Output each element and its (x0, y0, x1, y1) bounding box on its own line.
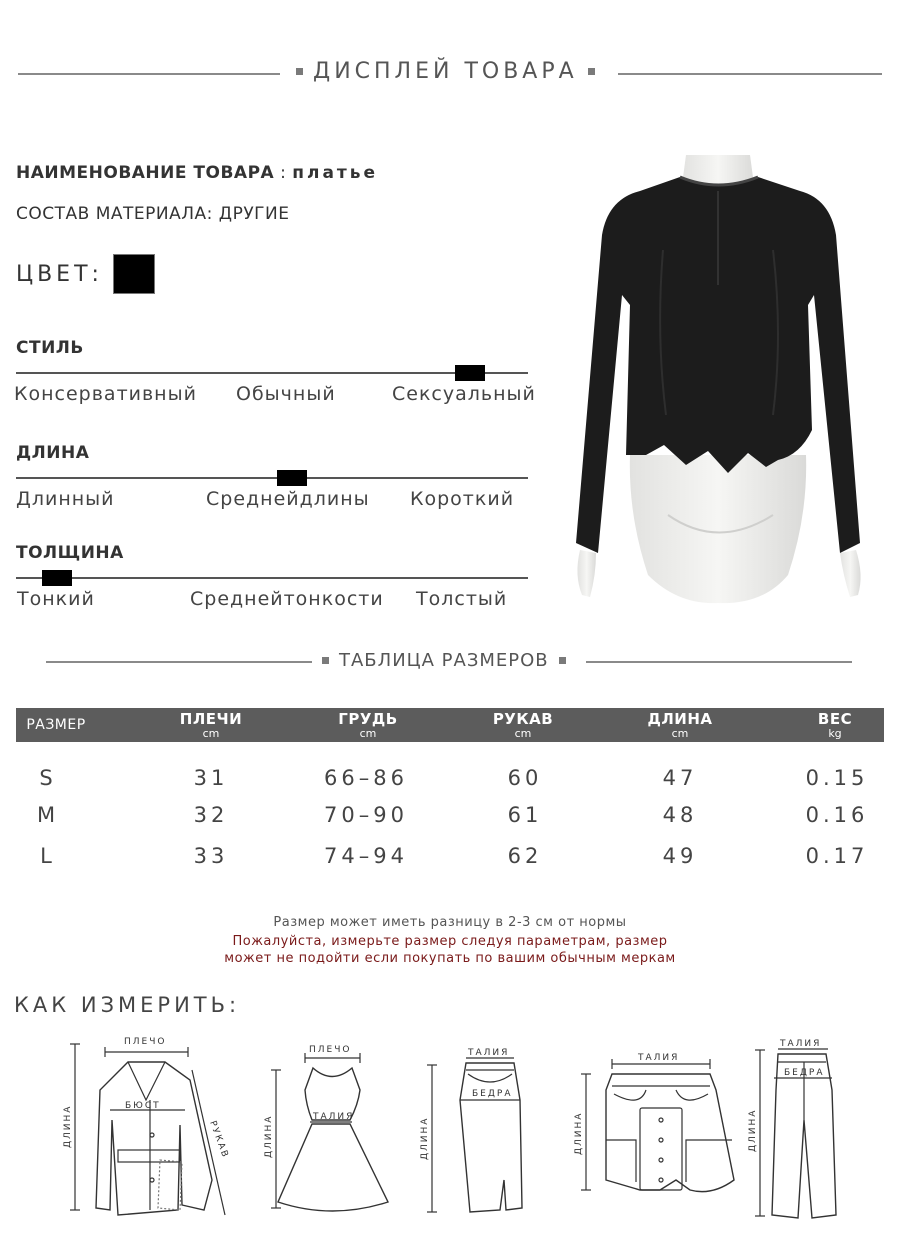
dress-shoulder-label: ПЛЕЧО (309, 1045, 352, 1055)
column-header-size: РАЗМЕР (26, 717, 86, 733)
dress-waist-label: ТАЛИЯ (313, 1112, 355, 1122)
bullet-icon (322, 657, 329, 664)
jacket-length-label: ДЛИНА (63, 1104, 73, 1148)
table-cell: L (40, 844, 52, 868)
skirt-length-label: ДЛИНА (420, 1116, 430, 1160)
color-line (16, 254, 155, 294)
thickness-label-thin: Тонкий (17, 588, 95, 610)
column-header-length: ДЛИНА cm (647, 710, 713, 740)
table-cell: 32 (193, 803, 229, 827)
thickness-label-medium: Среднейтонкости (190, 588, 384, 610)
style-label-conservative: Консервативный (14, 383, 197, 405)
size-table-rule-left (46, 661, 312, 663)
shorts-waist-label: ТАЛИЯ (638, 1053, 680, 1063)
color-swatch (113, 254, 155, 294)
measure-warning-line-2: может не подойти если покупать по вашим обычным меркам (224, 951, 676, 966)
dress-length-label: ДЛИНА (264, 1114, 274, 1158)
skirt-waist-label: ТАЛИЯ (468, 1048, 510, 1058)
shorts-diagram (581, 1059, 734, 1192)
length-label-long: Длинный (16, 488, 115, 510)
product-name-value: платье (292, 163, 379, 183)
style-scale-line (16, 372, 528, 374)
table-cell: S (39, 766, 53, 790)
bullet-icon (559, 657, 566, 664)
table-cell: 61 (507, 803, 543, 827)
column-header-chest: ГРУДЬ cm (338, 710, 398, 740)
product-name-line: НАИМЕНОВАНИЕ ТОВАРА : платье (16, 163, 379, 183)
pants-waist-label: ТАЛИЯ (780, 1039, 822, 1049)
column-header-weight: ВЕС kg (817, 710, 853, 740)
table-cell: 48 (662, 803, 698, 827)
length-label-medium: Среднейдлины (206, 488, 370, 510)
size-table-title-group (322, 650, 566, 671)
material-label: СОСТАВ МАТЕРИАЛА: (16, 204, 213, 224)
table-cell: 0.16 (805, 803, 869, 827)
table-cell: M (36, 803, 56, 827)
table-cell: 31 (193, 766, 229, 790)
length-scale-title: ДЛИНА (16, 443, 90, 463)
color-label: ЦВЕТ: (16, 261, 103, 287)
style-scale-title: СТИЛЬ (16, 338, 84, 358)
size-table-header (16, 708, 884, 742)
table-cell: 70–90 (324, 803, 408, 827)
table-cell: 0.15 (805, 766, 869, 790)
column-header-shoulders: ПЛЕЧИ cm (179, 710, 243, 740)
style-label-sexy: Сексуальный (392, 383, 536, 405)
dress-diagram (271, 1053, 388, 1211)
header-rule-left (18, 73, 280, 75)
bullet-icon (296, 68, 303, 75)
product-name-label: НАИМЕНОВАНИЕ ТОВАРА (16, 163, 275, 183)
thickness-scale-title: ТОЛЩИНА (16, 543, 124, 563)
thickness-label-thick: Толстый (416, 588, 508, 610)
size-note: Размер может иметь разницу в 2-3 см от нормы (273, 915, 627, 930)
jacket-sleeve-label: РУКАВ (207, 1119, 231, 1161)
table-cell: 47 (662, 766, 698, 790)
table-cell: 49 (662, 844, 698, 868)
table-cell: 33 (193, 844, 229, 868)
table-cell: 62 (507, 844, 543, 868)
jacket-bust-label: БЮСТ (125, 1101, 161, 1111)
thickness-scale-marker (42, 570, 72, 586)
size-table-title: ТАБЛИЦА РАЗМЕРОВ (339, 650, 549, 671)
skirt-hips-label: БЕДРА (472, 1089, 513, 1099)
pants-length-label: ДЛИНА (748, 1108, 758, 1152)
header-rule-right (618, 73, 882, 75)
length-scale-line (16, 477, 528, 479)
measure-warning-line-1: Пожалуйста, измерьте размер следуя параметрам, размер (232, 934, 668, 949)
material-value: ДРУГИЕ (218, 204, 290, 224)
thickness-scale-line (16, 577, 528, 579)
bullet-icon (588, 68, 595, 75)
table-cell: 0.17 (805, 844, 869, 868)
skirt-diagram (427, 1058, 522, 1212)
material-line (16, 204, 290, 224)
style-label-casual: Обычный (236, 383, 336, 405)
measurement-diagrams (0, 1030, 900, 1250)
length-label-short: Короткий (410, 488, 515, 510)
table-cell: 60 (507, 766, 543, 790)
shorts-length-label: ДЛИНА (574, 1111, 584, 1155)
how-to-measure-title: КАК ИЗМЕРИТЬ: (14, 993, 241, 1017)
product-photo (568, 155, 878, 605)
page-title: ДИСПЛЕЙ ТОВАРА (313, 59, 578, 84)
size-table-rule-right (586, 661, 852, 663)
header-title-group (296, 59, 595, 84)
length-scale-marker (277, 470, 307, 486)
column-header-sleeve: РУКАВ cm (492, 710, 554, 740)
table-cell: 66–86 (324, 766, 408, 790)
pants-hips-label: БЕДРА (784, 1068, 825, 1078)
table-cell: 74–94 (324, 844, 408, 868)
jacket-shoulder-label: ПЛЕЧО (124, 1037, 167, 1047)
jacket-diagram (70, 1044, 225, 1215)
style-scale-marker (455, 365, 485, 381)
